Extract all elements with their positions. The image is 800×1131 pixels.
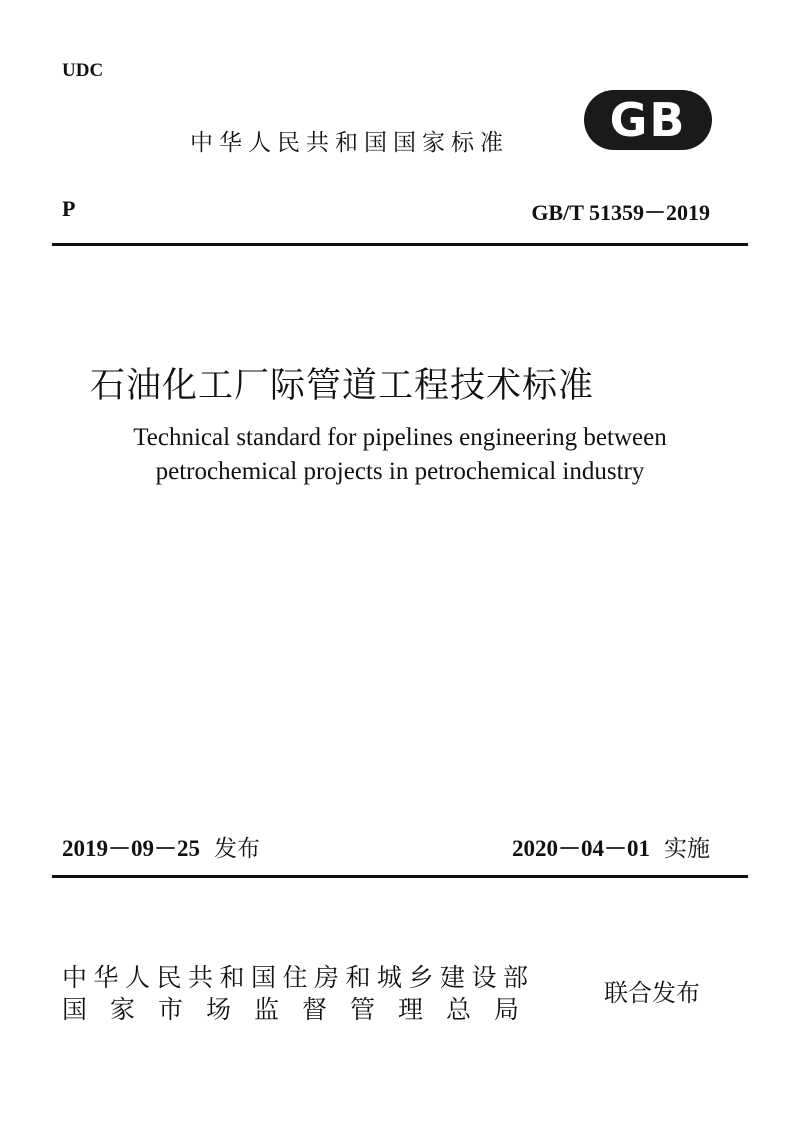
svg-text:GB: GB xyxy=(609,93,687,147)
title-chinese: 石油化工厂际管道工程技术标准 xyxy=(90,366,595,406)
title-english xyxy=(50,421,750,489)
gb-logo-icon xyxy=(582,86,714,154)
classification-code: P xyxy=(62,196,76,221)
national-standard-heading: 中华人民共和国国家标准 xyxy=(190,130,509,156)
joint-release-label: 联合发布 xyxy=(604,979,700,1007)
gb-logo xyxy=(582,86,714,154)
udc-label: UDC xyxy=(62,60,104,81)
bottom-divider xyxy=(52,875,748,878)
publish-date: 2019－09－25 xyxy=(62,836,200,861)
publish-label: 发布 xyxy=(214,836,260,862)
title-english-line1: Technical standard for pipelines engineering between xyxy=(133,424,667,451)
issuer-ministry: 中华人民共和国住房和城乡建设部 xyxy=(62,963,535,992)
implement-date: 2020－04－01 xyxy=(512,836,650,861)
publish-info xyxy=(62,830,260,863)
implement-info xyxy=(512,830,710,863)
top-divider xyxy=(52,243,748,246)
standard-number: GB/T 51359－2019 xyxy=(531,200,710,225)
title-english-line2: petrochemical projects in petrochemical industry xyxy=(155,458,645,485)
implement-label: 实施 xyxy=(664,836,710,862)
issuer-administration: 国家市场监督管理总局 xyxy=(62,995,543,1024)
